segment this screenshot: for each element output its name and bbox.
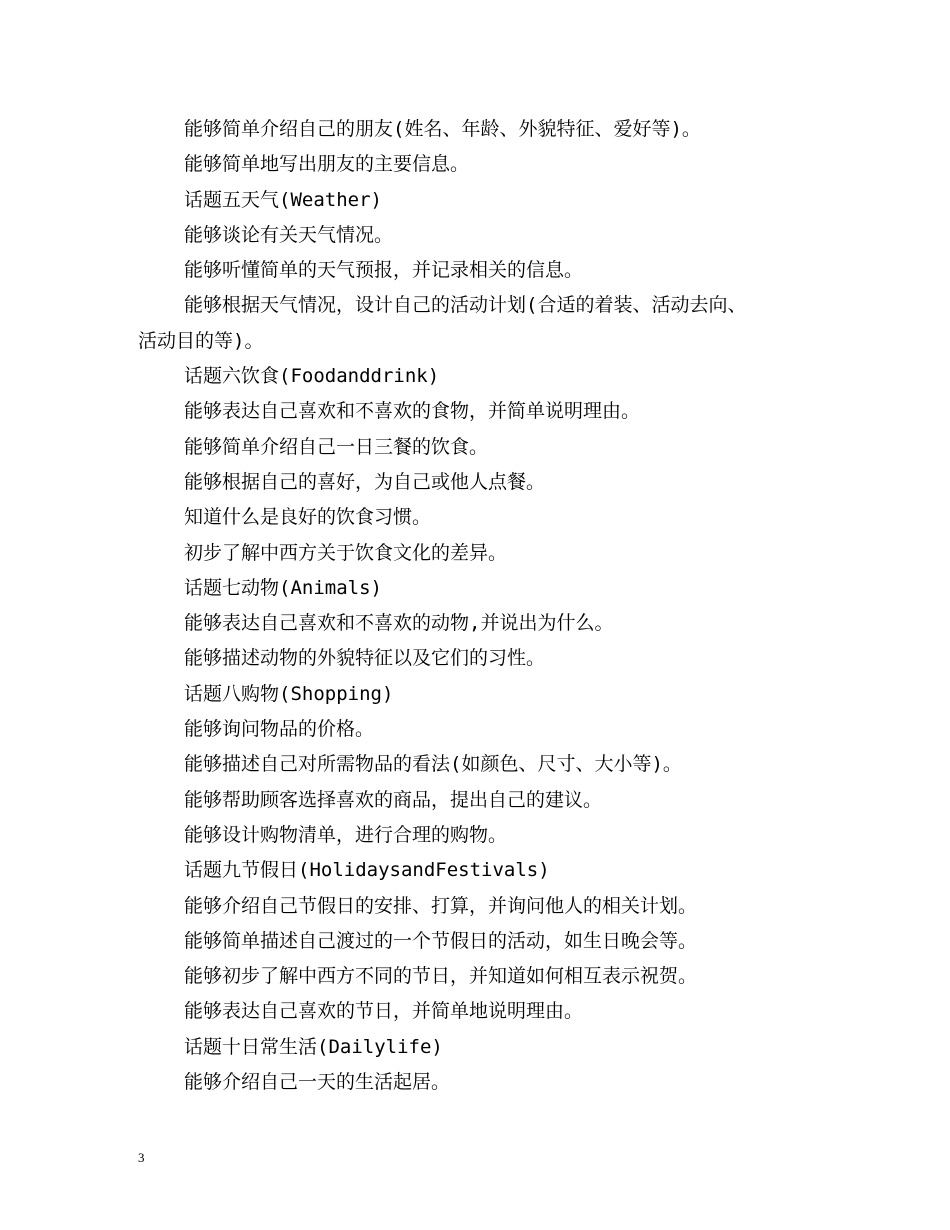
text-line-festivals: 能够初步了解中西方不同的节日，并知道如何相互表示祝贺。 xyxy=(184,965,698,988)
text-line-weather-talk: 能够谈论有关天气情况。 xyxy=(184,223,394,246)
text-line-animal-traits: 能够描述动物的外貌特征以及它们的习性。 xyxy=(184,647,546,670)
text-line-ordering: 能够根据自己的喜好，为自己或他人点餐。 xyxy=(184,470,546,493)
text-line-animal-likes: 能够表达自己喜欢和不喜欢的动物,并说出为什么。 xyxy=(184,612,614,635)
topic-heading-food: 话题六饮食(Foodanddrink) xyxy=(184,365,440,388)
text-line-item-opinion: 能够描述自己对所需物品的看法(如颜色、尺寸、大小等)。 xyxy=(184,753,682,776)
text-line-holiday-plans: 能够介绍自己节假日的安排、打算，并询问他人的相关计划。 xyxy=(184,894,698,917)
topic-heading-holidays: 话题九节假日(HolidaysandFestivals) xyxy=(184,859,550,882)
page-number: 3 xyxy=(138,1150,145,1165)
text-line-activity-plan-cont: 活动目的等)。 xyxy=(138,329,264,352)
topic-heading-weather: 话题五天气(Weather) xyxy=(184,188,382,211)
text-line-friend-intro: 能够简单介绍自己的朋友(姓名、年龄、外貌特征、爱好等)。 xyxy=(184,118,701,140)
text-line-holiday-activity: 能够简单描述自己渡过的一个节假日的活动，如生日晚会等。 xyxy=(184,929,698,952)
text-line-friend-info: 能够简单地写出朋友的主要信息。 xyxy=(184,153,470,176)
text-line-food-likes: 能够表达自己喜欢和不喜欢的食物，并简单说明理由。 xyxy=(184,400,641,423)
text-line-help-customers: 能够帮助顾客选择喜欢的商品，提出自己的建议。 xyxy=(184,788,603,811)
topic-heading-shopping: 话题八购物(Shopping) xyxy=(184,682,394,705)
text-line-favorite-holiday: 能够表达自己喜欢的节日，并简单地说明理由。 xyxy=(184,1000,584,1023)
text-line-eating-habits: 知道什么是良好的饮食习惯。 xyxy=(184,506,432,529)
topic-heading-daily-life: 话题十日常生活(Dailylife) xyxy=(184,1035,443,1058)
text-line-weather-forecast: 能够听懂简单的天气预报，并记录相关的信息。 xyxy=(184,259,584,282)
text-line-food-culture: 初步了解中西方关于饮食文化的差异。 xyxy=(184,541,508,564)
document-body xyxy=(138,112,838,1100)
text-line-meals: 能够简单介绍自己一日三餐的饮食。 xyxy=(184,435,489,458)
topic-heading-animals: 话题七动物(Animals) xyxy=(184,576,382,599)
text-line-activity-plan: 能够根据天气情况，设计自己的活动计划(合适的着装、活动去向、 xyxy=(184,294,747,317)
text-line-shopping-list: 能够设计购物清单，进行合理的购物。 xyxy=(184,823,508,846)
text-line-price: 能够询问物品的价格。 xyxy=(184,718,375,741)
text-line-daily-routine: 能够介绍自己一天的生活起居。 xyxy=(184,1071,451,1094)
